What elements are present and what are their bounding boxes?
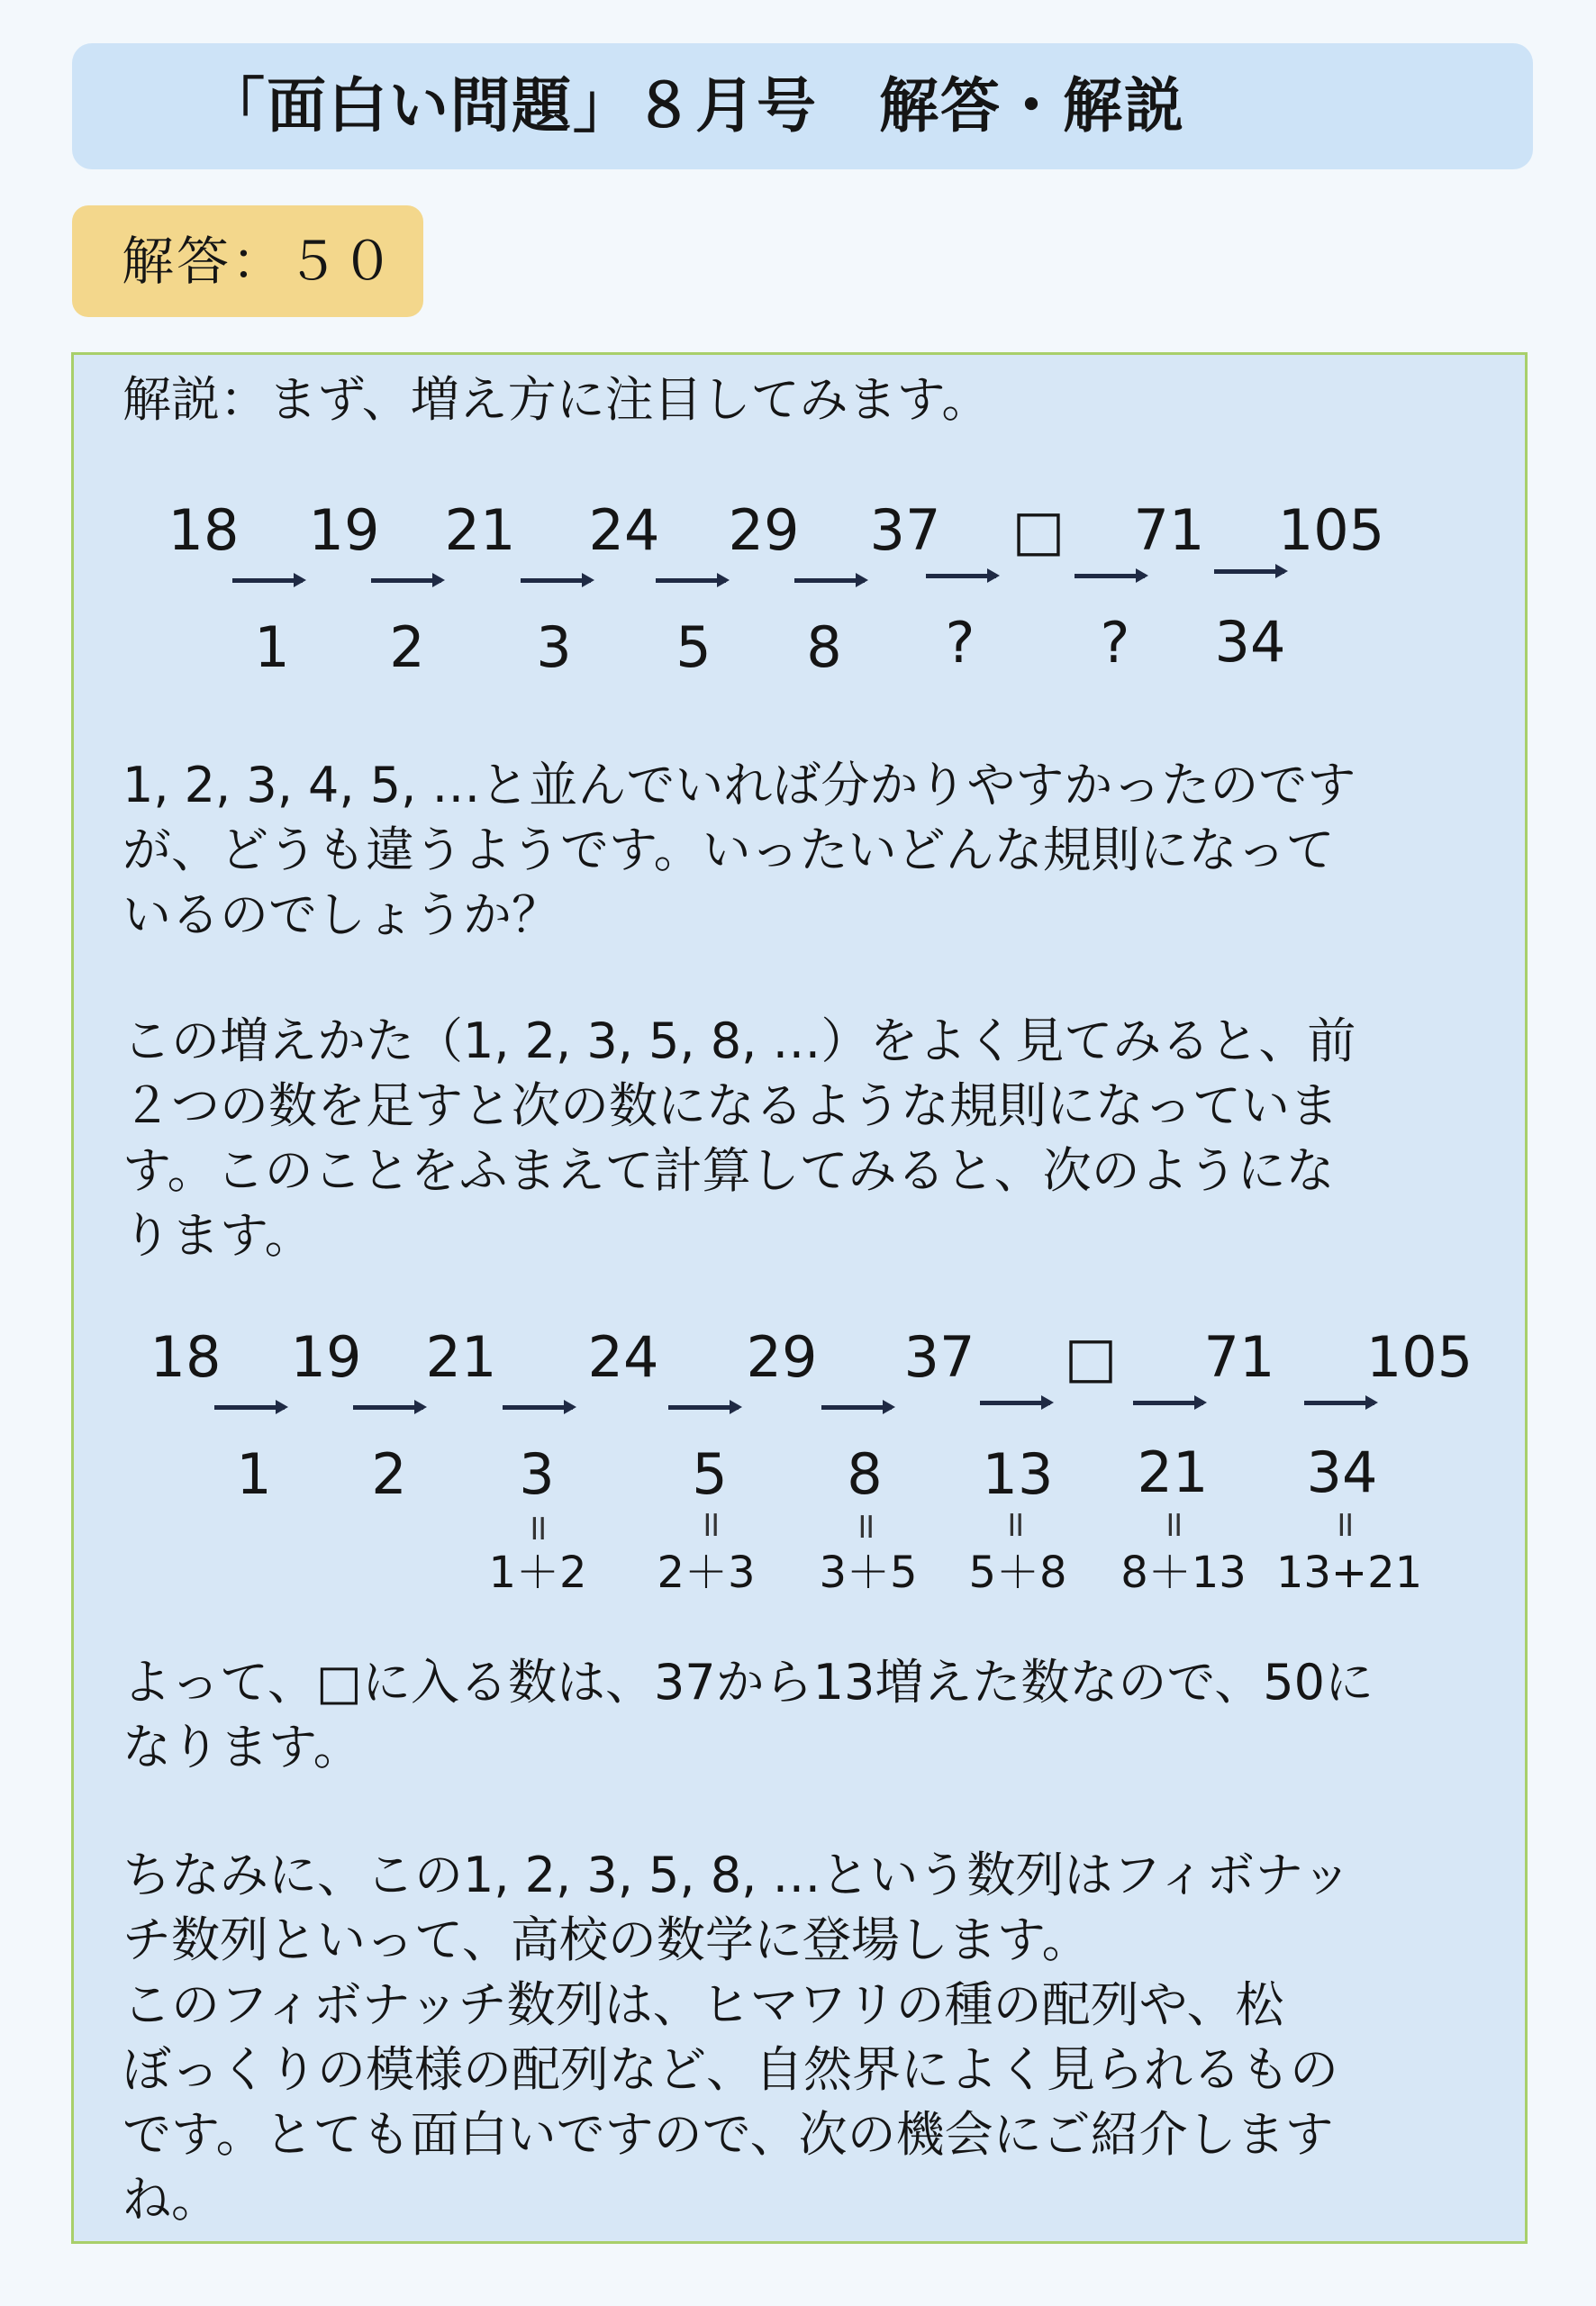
- sum-expression: 2＋3: [657, 1548, 756, 1598]
- seq2-difference: 34: [1306, 1439, 1378, 1505]
- seq2-term: 19: [290, 1324, 362, 1390]
- sum-expression: 13+21: [1275, 1548, 1423, 1598]
- seq2-difference: 1: [236, 1441, 272, 1507]
- arrow-icon: [821, 1405, 892, 1410]
- arrow-icon: [1133, 1401, 1203, 1405]
- equals-sign: ॥: [1333, 1503, 1355, 1545]
- seq2-term: 105: [1365, 1324, 1474, 1390]
- seq1-difference-unknown: ?: [1100, 610, 1130, 676]
- arrow-icon: [214, 1405, 285, 1410]
- seq1-blank-term: □: [1011, 497, 1066, 563]
- seq1-term: 24: [588, 497, 660, 563]
- answer-label: 解答：５０: [122, 231, 397, 292]
- arrow-icon: [1304, 1401, 1374, 1405]
- seq1-difference: 8: [806, 614, 842, 680]
- seq1-difference: 1: [254, 614, 290, 680]
- seq2-term: 18: [150, 1324, 222, 1390]
- seq2-term: 71: [1203, 1324, 1275, 1390]
- arrow-icon: [980, 1401, 1050, 1405]
- seq1-term: 71: [1133, 497, 1205, 563]
- seq2-difference: 13: [982, 1441, 1054, 1507]
- arrow-icon: [371, 578, 441, 583]
- seq2-difference: 8: [847, 1441, 883, 1507]
- arrow-icon: [232, 578, 303, 583]
- sum-expression: 1＋2: [488, 1548, 587, 1598]
- arrow-icon: [926, 574, 996, 578]
- seq2-difference: 2: [371, 1441, 407, 1507]
- seq2-term: 29: [746, 1324, 818, 1390]
- seq2-term: 37: [903, 1324, 975, 1390]
- answer-badge: [72, 205, 423, 317]
- arrow-icon: [353, 1405, 423, 1410]
- explanation-paragraph-3: よって、□に入る数は、37から13増えた数なので、50に なります。: [122, 1654, 1374, 1775]
- sum-expression: 3＋5: [819, 1548, 918, 1598]
- seq1-difference: 3: [536, 614, 572, 680]
- seq2-blank-term: □: [1064, 1324, 1118, 1390]
- equals-sign: ॥: [699, 1503, 721, 1545]
- title-banner: [72, 43, 1533, 169]
- sum-expression: 5＋8: [968, 1548, 1067, 1598]
- explanation-paragraph-1: 1, 2, 3, 4, 5, …と並んでいれば分かりやすかったのです が、どうも違うようです。いったいどんな規則になって いるのでしょうか？: [122, 757, 1356, 943]
- explanation-intro: 解説：まず、増え方に注目してみます。: [122, 371, 991, 428]
- seq2-term: 21: [425, 1324, 497, 1390]
- equals-sign: ॥: [1003, 1503, 1025, 1545]
- explanation-paragraph-2: この増えかた（1, 2, 3, 5, 8, …）をよく見てみると、前 ２つの数を足すと次の数になるような規則になっていま す。このことをふまえて計算してみると、次のようにな ります。: [122, 1012, 1356, 1264]
- equals-sign: ॥: [854, 1505, 875, 1547]
- equals-sign: ॥: [526, 1507, 548, 1548]
- seq1-difference-unknown: ?: [945, 610, 975, 676]
- seq1-term: 18: [168, 497, 240, 563]
- arrow-icon: [503, 1405, 573, 1410]
- seq1-term: 21: [444, 497, 516, 563]
- page-title: 「面白い問題」８月号 解答・解説: [205, 71, 1185, 141]
- arrow-icon: [668, 1405, 739, 1410]
- seq2-term: 24: [587, 1324, 659, 1390]
- seq1-term: 105: [1277, 497, 1385, 563]
- seq1-term: 19: [308, 497, 380, 563]
- explanation-paragraph-4: ちなみに、この1, 2, 3, 5, 8, …という数列はフィボナッ チ数列といって、高校の数学に登場します。 このフィボナッチ数列は、ヒマワリの種の配列や、松 ぼっくりの模様の配列など、自然界によく見られるもの です。とても面白いですので、次の機会にご紹介します ね。: [122, 1847, 1352, 2228]
- seq2-difference: 21: [1137, 1439, 1209, 1505]
- seq1-term: 29: [728, 497, 800, 563]
- seq1-difference: 5: [676, 614, 712, 680]
- seq2-difference: 5: [692, 1441, 728, 1507]
- arrow-icon: [521, 578, 591, 583]
- equals-sign: ॥: [1162, 1503, 1183, 1545]
- sum-expression: 8＋13: [1120, 1548, 1247, 1598]
- arrow-icon: [1075, 574, 1145, 578]
- arrow-icon: [1214, 569, 1284, 574]
- seq2-difference: 3: [519, 1441, 555, 1507]
- seq1-term: 37: [869, 497, 941, 563]
- seq1-difference: 34: [1214, 609, 1286, 675]
- arrow-icon: [656, 578, 726, 583]
- seq1-difference: 2: [389, 614, 425, 680]
- arrow-icon: [794, 578, 865, 583]
